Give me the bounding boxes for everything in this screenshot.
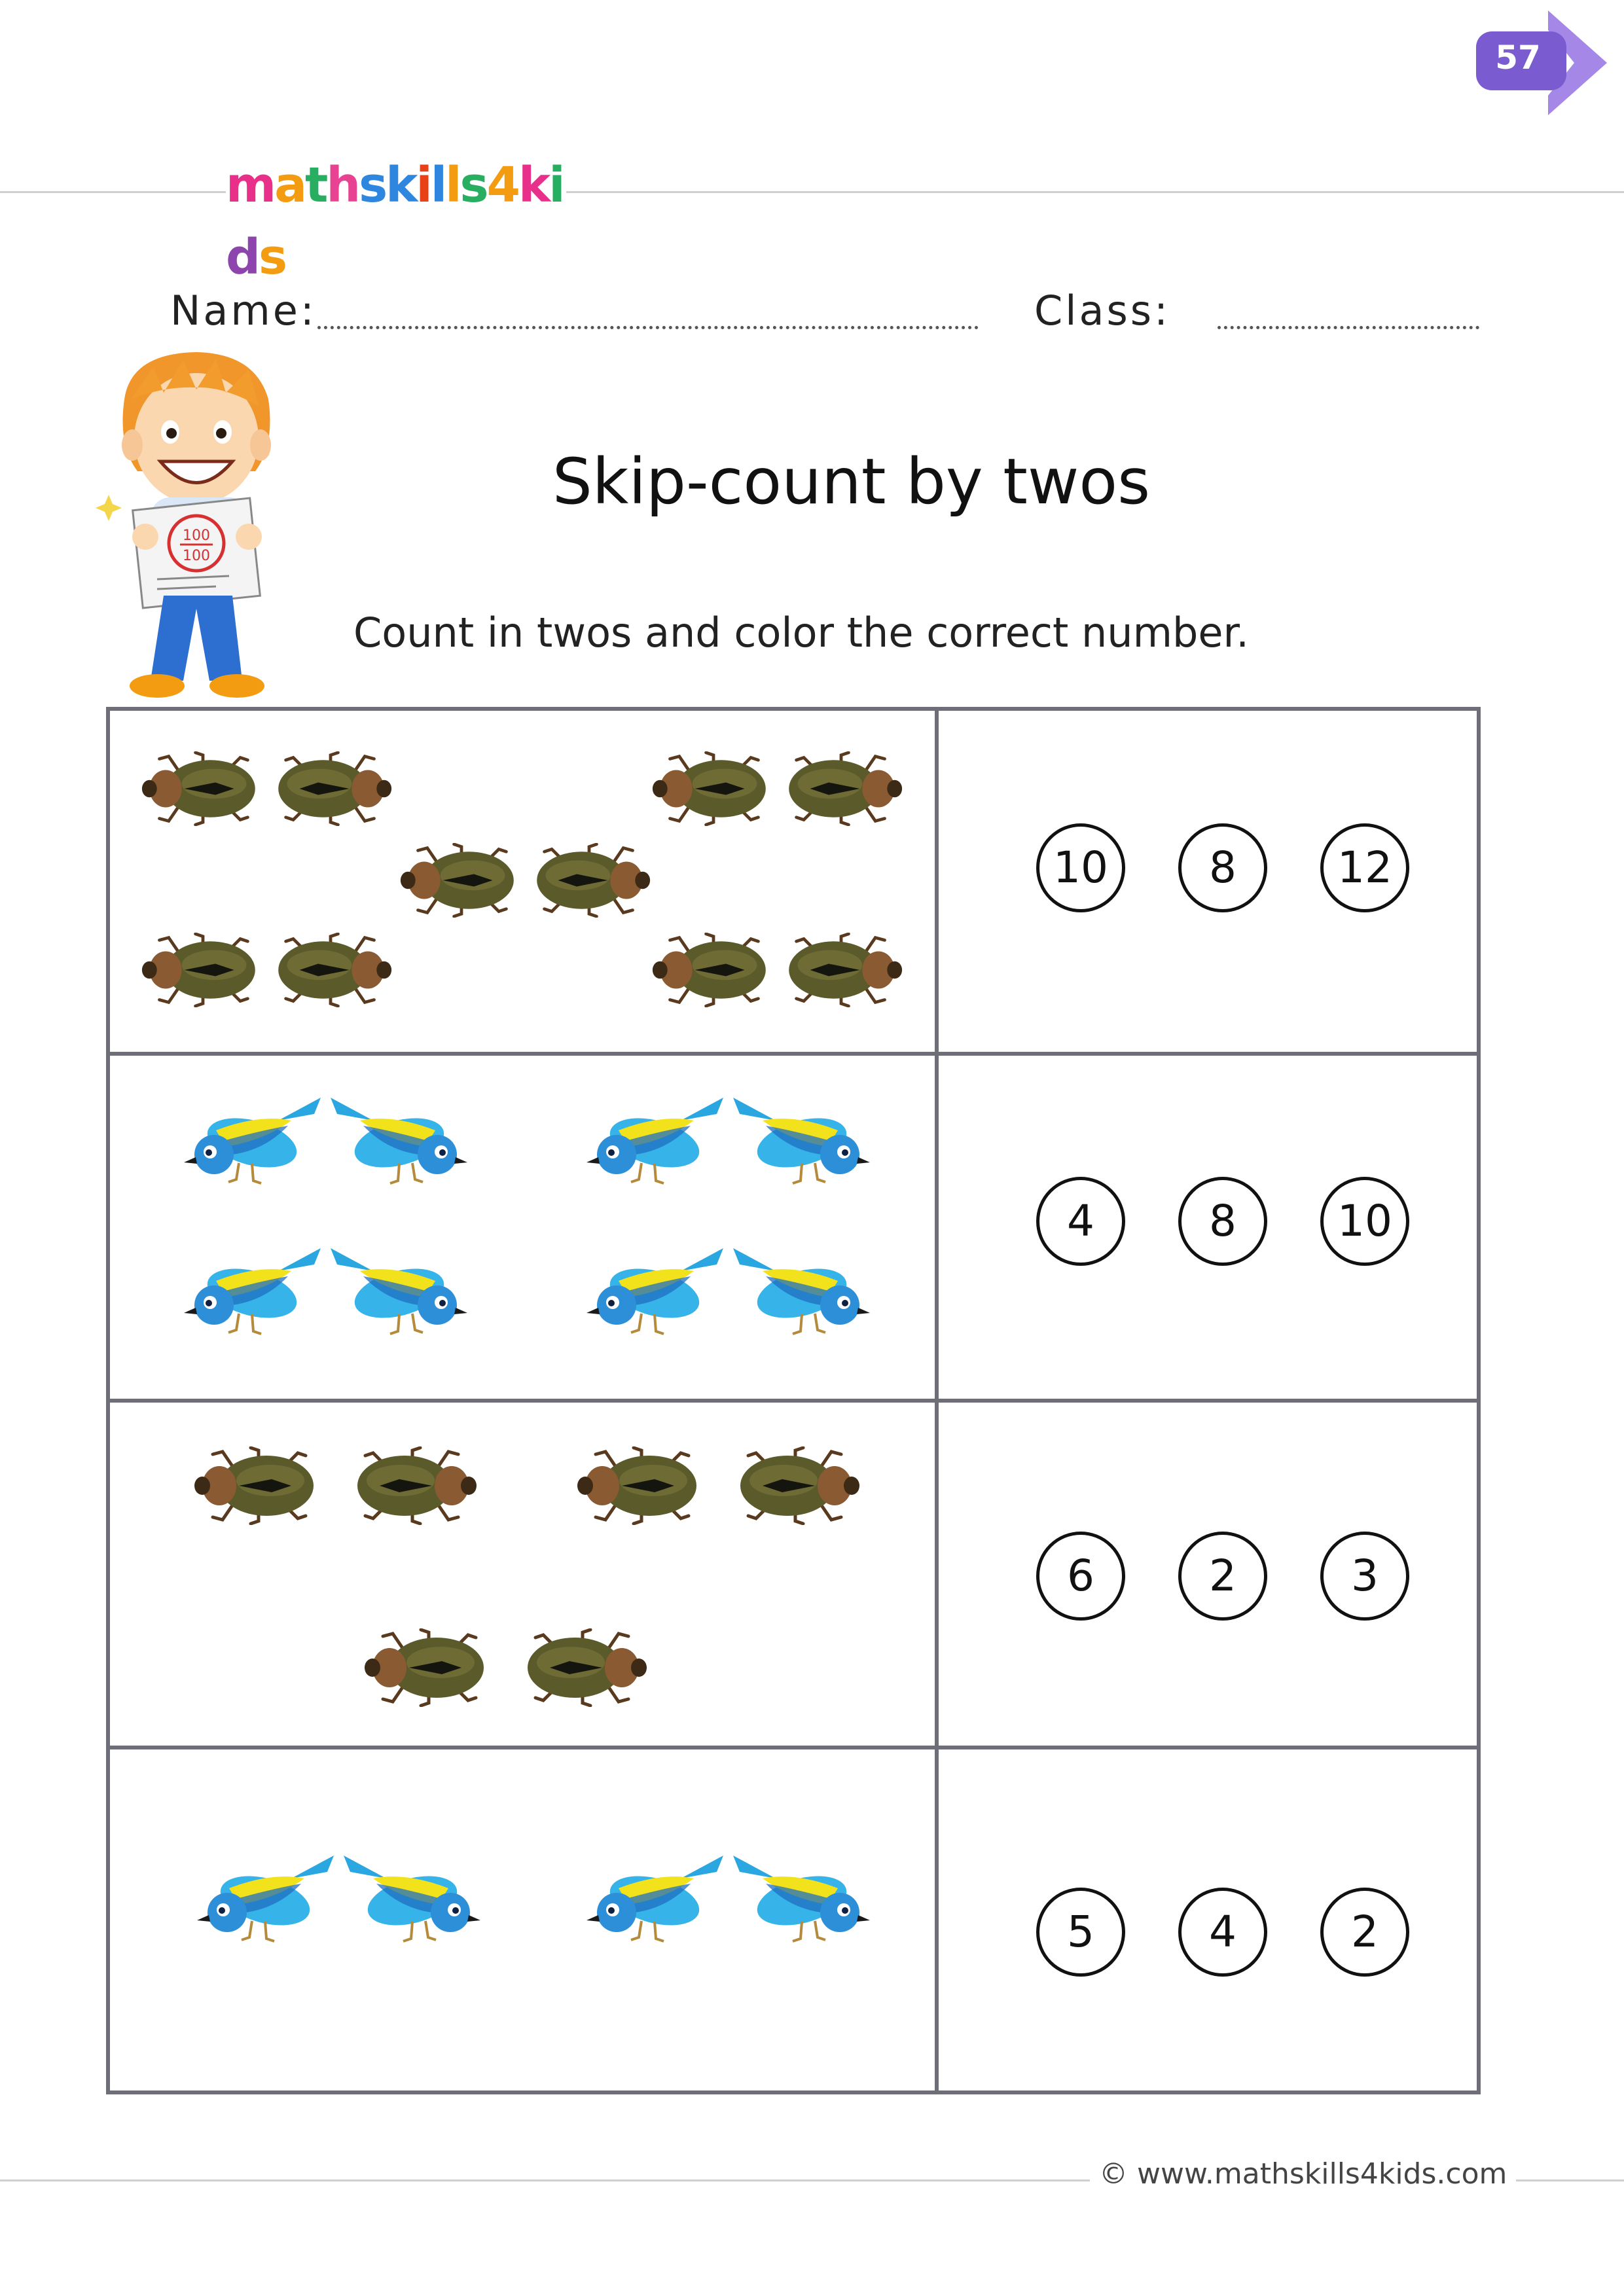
row-divider bbox=[106, 1746, 1481, 1749]
beetle-icon bbox=[141, 933, 265, 1007]
logo-letter: s bbox=[258, 229, 286, 285]
row-divider bbox=[106, 1399, 1481, 1403]
choice-circle[interactable]: 5 bbox=[1036, 1888, 1125, 1977]
choice-circle[interactable]: 6 bbox=[1036, 1532, 1125, 1621]
choice-circle[interactable]: 3 bbox=[1320, 1532, 1409, 1621]
instructions: Count in twos and color the correct number. bbox=[353, 609, 1249, 656]
footer-copyright[interactable]: © www.mathskills4kids.com bbox=[1090, 2157, 1516, 2191]
bird-icon bbox=[730, 1094, 874, 1186]
beetle-icon bbox=[779, 933, 903, 1007]
choice-circle[interactable]: 12 bbox=[1320, 823, 1409, 912]
logo-letter: s bbox=[460, 157, 487, 213]
beetle-icon bbox=[576, 1446, 707, 1525]
bird-icon bbox=[583, 1245, 727, 1336]
logo-letter: m bbox=[226, 157, 275, 213]
beetle-icon bbox=[193, 1446, 324, 1525]
beetle-icon bbox=[651, 751, 776, 826]
bird-icon bbox=[730, 1852, 874, 1944]
svg-text:100: 100 bbox=[183, 548, 210, 564]
choice-circle[interactable]: 10 bbox=[1036, 823, 1125, 912]
logo-letter: k bbox=[386, 157, 416, 213]
beetle-icon bbox=[363, 1628, 494, 1707]
logo-letter: 4 bbox=[486, 157, 519, 213]
choice-circle[interactable]: 8 bbox=[1178, 1177, 1267, 1266]
beetle-icon bbox=[730, 1446, 861, 1525]
logo-letter: i bbox=[416, 157, 431, 213]
logo-letter: i bbox=[549, 157, 564, 213]
name-label: Name: bbox=[170, 287, 317, 334]
bird-icon bbox=[583, 1852, 727, 1944]
worksheet-title: Skip-count by twos bbox=[552, 445, 1151, 518]
page-number: 57 bbox=[1495, 39, 1541, 77]
beetle-icon bbox=[268, 751, 393, 826]
choice-circle[interactable]: 4 bbox=[1036, 1177, 1125, 1266]
beetle-icon bbox=[651, 933, 776, 1007]
logo-letter: l bbox=[445, 157, 460, 213]
bird-icon bbox=[730, 1245, 874, 1336]
class-field[interactable] bbox=[1218, 326, 1479, 329]
beetle-icon bbox=[779, 751, 903, 826]
name-field[interactable] bbox=[317, 326, 979, 329]
bird-icon bbox=[180, 1094, 324, 1186]
bird-icon bbox=[180, 1245, 324, 1336]
bird-icon bbox=[583, 1094, 727, 1186]
mascot-boy-icon bbox=[92, 340, 301, 707]
bird-icon bbox=[340, 1852, 484, 1944]
logo-letter: a bbox=[274, 157, 306, 213]
beetle-icon bbox=[399, 843, 524, 918]
logo-letter: s bbox=[359, 157, 386, 213]
choice-circle[interactable]: 4 bbox=[1178, 1888, 1267, 1977]
logo-letter: k bbox=[518, 157, 549, 213]
brand-logo bbox=[226, 149, 566, 285]
bird-icon bbox=[193, 1852, 337, 1944]
bird-icon bbox=[327, 1245, 471, 1336]
row-divider bbox=[106, 1052, 1481, 1056]
bird-icon bbox=[327, 1094, 471, 1186]
beetle-icon bbox=[268, 933, 393, 1007]
choice-circle[interactable]: 8 bbox=[1178, 823, 1267, 912]
class-label: Class: bbox=[1034, 287, 1171, 334]
logo-letter: h bbox=[326, 157, 359, 213]
beetle-icon bbox=[517, 1628, 648, 1707]
logo-letter: t bbox=[305, 157, 327, 213]
logo-letter: l bbox=[430, 157, 446, 213]
choice-circle[interactable]: 2 bbox=[1178, 1532, 1267, 1621]
choice-circle[interactable]: 10 bbox=[1320, 1177, 1409, 1266]
beetle-icon bbox=[347, 1446, 478, 1525]
choice-circle[interactable]: 2 bbox=[1320, 1888, 1409, 1977]
beetle-icon bbox=[527, 843, 651, 918]
logo-letter: d bbox=[226, 229, 259, 285]
beetle-icon bbox=[141, 751, 265, 826]
svg-text:100: 100 bbox=[183, 528, 210, 544]
